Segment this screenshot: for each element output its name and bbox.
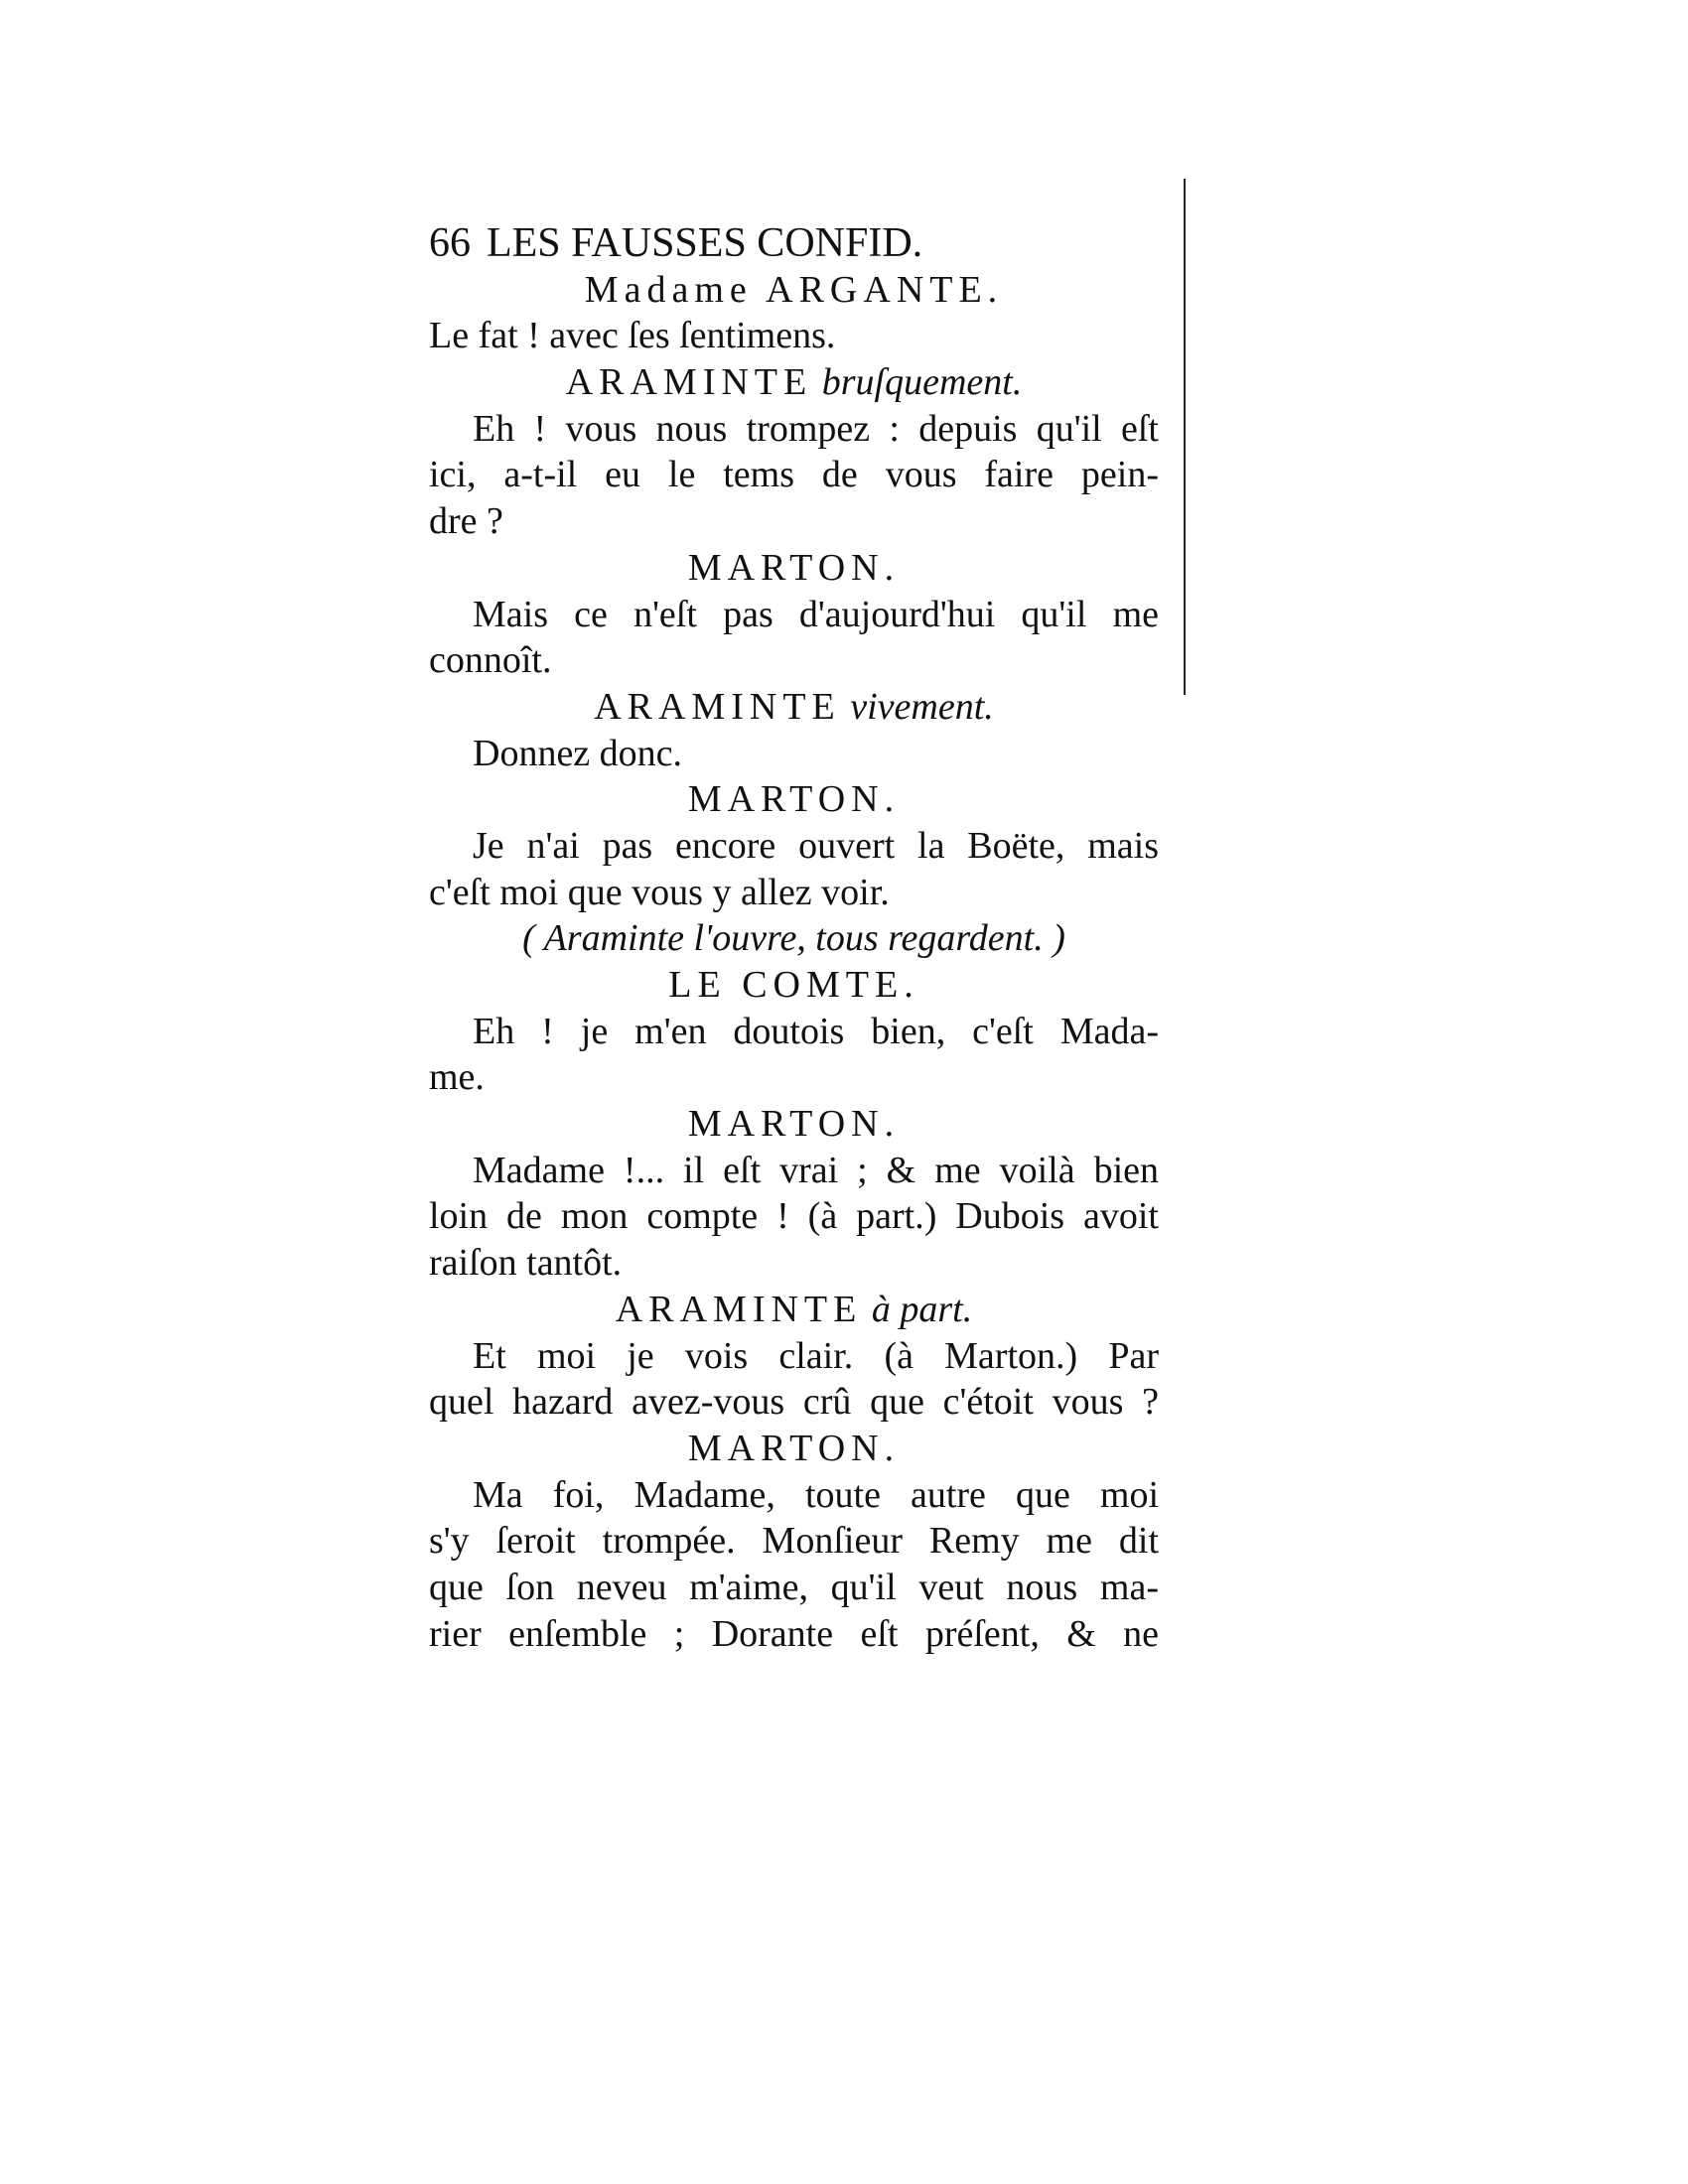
text-line: Et moi je vois clair. (à Marton.) Par bbox=[473, 1334, 1159, 1377]
running-header bbox=[429, 220, 1159, 267]
stage-direction: vivement. bbox=[850, 685, 994, 728]
text-line: me. bbox=[429, 1056, 485, 1099]
text-line: Mais ce n'eſt pas d'aujourd'hui qu'il me bbox=[473, 593, 1159, 635]
text-line: Donnez donc. bbox=[473, 732, 683, 774]
text-line: Madame !... il eſt vrai ; & me voilà bien bbox=[473, 1149, 1159, 1191]
book-page bbox=[429, 220, 1159, 1657]
page-number: 66 bbox=[429, 220, 471, 266]
text-line: quel hazard avez-vous crû que c'étoit vous ? bbox=[429, 1381, 1159, 1424]
stage-direction: ( Araminte l'ouvre, tous regardent. ) bbox=[522, 917, 1065, 960]
running-title: LES FAUSSES CONFID. bbox=[487, 220, 923, 266]
text-line: rier enſemble ; Dorante eſt préſent, & ne bbox=[429, 1612, 1159, 1655]
speaker-name: MARTON. bbox=[687, 778, 901, 821]
text-line: ici, a-t-il eu le tems de vous faire pein- bbox=[429, 454, 1159, 496]
text-line: s'y ſeroit trompée. Monſieur Remy me dit bbox=[429, 1520, 1159, 1563]
text-line: c'eſt moi que vous y allez voir. bbox=[429, 871, 890, 913]
speaker-heading bbox=[429, 962, 1159, 1009]
speaker-heading bbox=[429, 1287, 1159, 1333]
text-line: connoît. bbox=[429, 639, 552, 682]
stage-direction: bruſquement. bbox=[821, 361, 1023, 404]
text-line: Eh ! je m'en doutois bien, c'eſt Mada- bbox=[473, 1010, 1159, 1052]
page-edge-rule bbox=[1184, 179, 1186, 695]
speaker-heading bbox=[429, 776, 1159, 823]
speaker-name: MARTON. bbox=[687, 1427, 901, 1469]
speaker-heading bbox=[429, 1426, 1159, 1472]
speaker-heading bbox=[429, 545, 1159, 592]
speaker-name: MARTON. bbox=[687, 1103, 901, 1146]
text-line: loin de mon compte ! (à part.) Dubois avoit bbox=[429, 1195, 1159, 1238]
speaker-name: ARAMINTE bbox=[594, 685, 841, 728]
text-line: raiſon tantôt. bbox=[429, 1242, 623, 1285]
text-line: que ſon neveu m'aime, qu'il veut nous ma- bbox=[429, 1566, 1159, 1608]
text-line: dre ? bbox=[429, 500, 503, 543]
text-line: Le fat ! avec ſes ſentimens. bbox=[429, 315, 836, 357]
speaker-name: ARAMINTE bbox=[565, 361, 813, 404]
text-line: Ma foi, Madame, toute autre que moi bbox=[473, 1473, 1159, 1516]
text-line: Eh ! vous nous trompez : depuis qu'il eſt bbox=[473, 407, 1159, 450]
speaker-name: ARAMINTE bbox=[615, 1288, 863, 1330]
stage-direction: à part. bbox=[871, 1288, 973, 1330]
speaker-name: Madame ARGANTE. bbox=[584, 268, 1004, 311]
text-line: Je n'ai pas encore ouvert la Boëte, mais bbox=[473, 824, 1159, 867]
speaker-heading bbox=[429, 1101, 1159, 1148]
speaker-name: LE COMTE. bbox=[668, 964, 919, 1006]
speaker-name: MARTON. bbox=[687, 546, 901, 589]
speaker-heading bbox=[429, 359, 1159, 406]
speaker-heading bbox=[429, 684, 1159, 731]
speaker-heading bbox=[429, 267, 1159, 314]
